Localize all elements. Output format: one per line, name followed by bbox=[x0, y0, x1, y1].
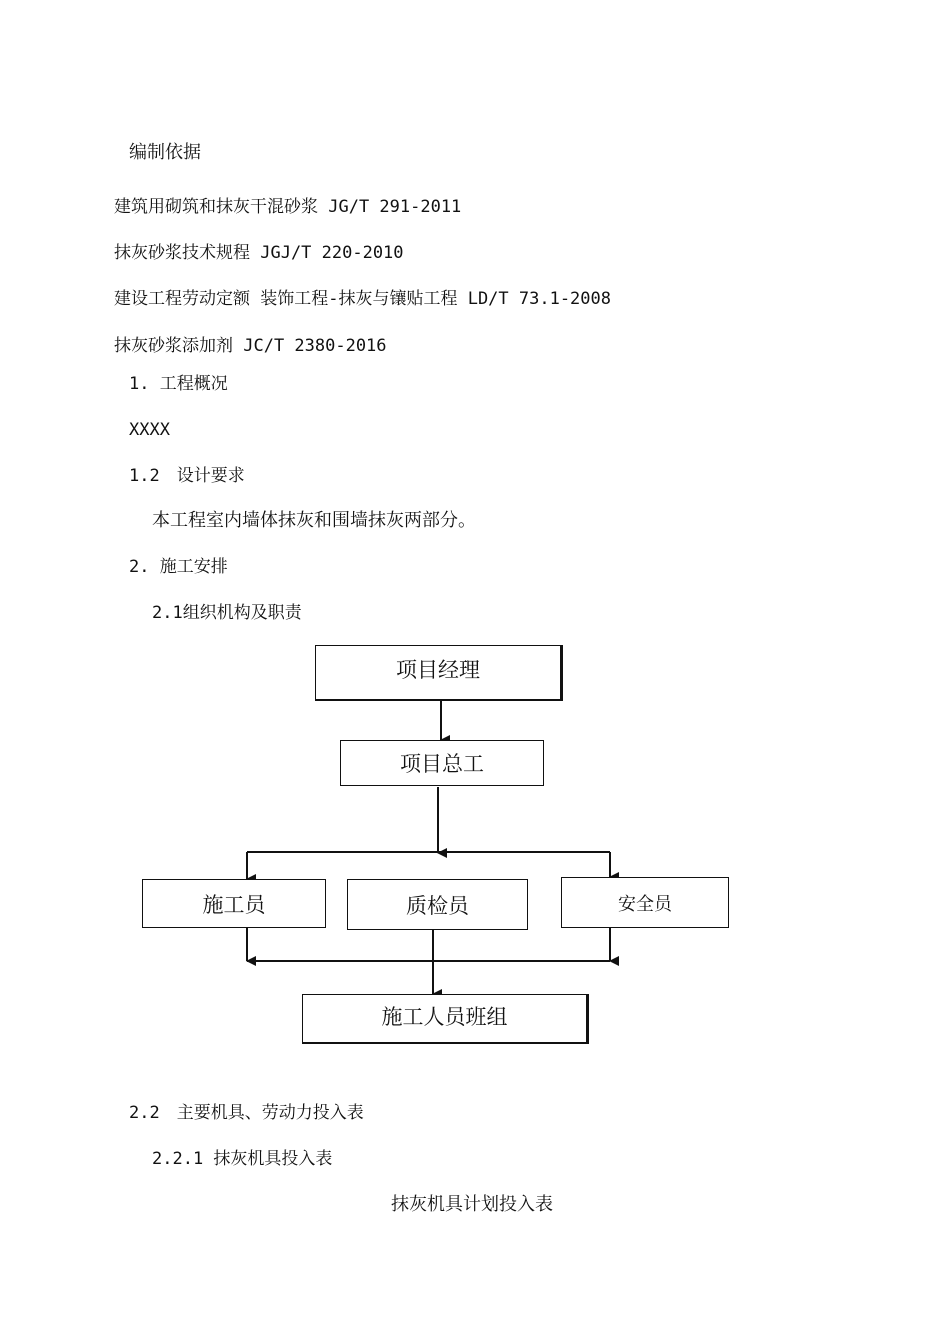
section-2-heading: 2. 施工安排 bbox=[129, 557, 228, 577]
section-1-heading: 1. 工程概况 bbox=[129, 374, 228, 394]
org-box-project-manager bbox=[315, 645, 563, 701]
org-box-safety-officer bbox=[561, 877, 729, 928]
basis-item-4: 抹灰砂浆添加剂 JC/T 2380-2016 bbox=[114, 336, 387, 356]
org-label-project-manager: 项目经理 bbox=[396, 658, 480, 682]
section-2-2-1-heading: 2.2.1 抹灰机具投入表 bbox=[152, 1149, 333, 1169]
section-2-1-heading: 2.1组织机构及职责 bbox=[152, 603, 302, 623]
basis-item-1: 建筑用砌筑和抹灰干混砂浆 JG/T 291-2011 bbox=[114, 197, 462, 217]
section-1-2-heading: 1.2 设计要求 bbox=[129, 466, 245, 486]
org-box-chief-engineer bbox=[340, 740, 544, 786]
org-label-constructor: 施工员 bbox=[202, 892, 266, 917]
table-title: 抹灰机具计划投入表 bbox=[391, 1194, 553, 1215]
basis-item-2: 抹灰砂浆技术规程 JGJ/T 220-2010 bbox=[114, 243, 404, 263]
org-box-quality-inspector bbox=[347, 879, 528, 930]
section-1-body: XXXX bbox=[129, 420, 170, 440]
org-label-work-team: 施工人员班组 bbox=[381, 1005, 508, 1029]
org-box-constructor bbox=[142, 879, 326, 928]
basis-item-3: 建设工程劳动定额 装饰工程-抹灰与镶贴工程 LD/T 73.1-2008 bbox=[114, 289, 611, 309]
org-label-chief-engineer: 项目总工 bbox=[400, 752, 484, 776]
org-box-work-team bbox=[302, 994, 589, 1044]
section-1-2-body: 本工程室内墙体抹灰和围墙抹灰两部分。 bbox=[152, 510, 476, 531]
org-label-safety-officer: 安全员 bbox=[618, 893, 672, 915]
org-label-quality-inspector: 质检员 bbox=[406, 893, 469, 918]
section-2-2-heading: 2.2 主要机具、劳动力投入表 bbox=[129, 1103, 364, 1123]
basis-heading: 编制依据 bbox=[129, 142, 201, 163]
